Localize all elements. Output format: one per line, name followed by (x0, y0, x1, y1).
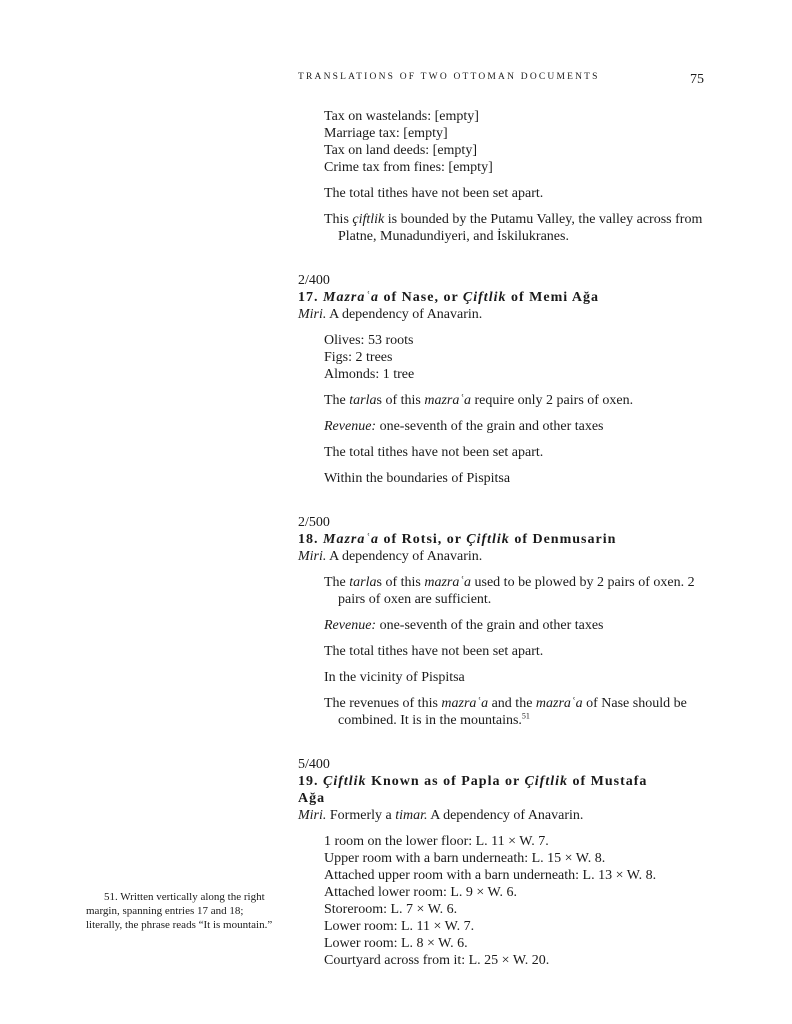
entry-code: 5/400 (298, 757, 330, 772)
list-item: Tax on land deeds: [empty] (324, 143, 477, 158)
list-item: Figs: 2 trees (324, 350, 393, 365)
revenues-combined-paragraph: The revenues of this mazraʿa and the mazraʿa of Nase should be combined. It is in the mountains.$^{51}$ (324, 696, 687, 728)
list-item: Courtyard across from it: L. 25 × W. 20. (324, 953, 550, 968)
tithes-paragraph: The total tithes have not been set apart. (324, 445, 544, 460)
entry-heading: 18. Mazraʿa of Rotsi, or Çiftlik of Denmusarin (298, 532, 617, 547)
tithes-paragraph: The total tithes have not been set apart. (324, 186, 544, 201)
oxen-paragraph: The tarlas of this mazraʿa require only 2 pairs of oxen. (324, 393, 634, 408)
boundaries-paragraph: Within the boundaries of Pispitsa (324, 471, 511, 486)
oxen-paragraph: The tarlas of this mazraʿa used to be plowed by 2 pairs of oxen. 2 pairs of oxen are sufficient. (324, 575, 695, 607)
tithes-paragraph: The total tithes have not been set apart. (324, 644, 544, 659)
list-item: Olives: 53 roots (324, 333, 414, 348)
page-number: 75 (690, 72, 704, 87)
list-item: Upper room with a barn underneath: L. 15 × W. 8. (324, 851, 606, 866)
list-item: Marriage tax: [empty] (324, 126, 448, 141)
bounds-paragraph: This çiftlik is bounded by the Putamu Valley, the valley across from Platne, Munadundiyeri, and İskilukranes. (324, 212, 703, 244)
list-item: Tax on wastelands: [empty] (324, 109, 479, 124)
revenue-paragraph: Revenue: one-seventh of the grain and other taxes (324, 618, 604, 633)
running-head: TRANSLATIONS OF TWO OTTOMAN DOCUMENTS (298, 72, 600, 82)
entry-17 (298, 272, 718, 487)
list-item: Lower room: L. 11 × W. 7. (324, 919, 475, 934)
footnote-ref: 51 (521, 711, 530, 721)
list-item: 1 room on the lower floor: L. 11 × W. 7. (324, 834, 549, 849)
entry-intro: Miri. A dependency of Anavarin. (298, 307, 483, 322)
entry-19 (298, 756, 718, 969)
vicinity-paragraph: In the vicinity of Pispitsa (324, 670, 465, 685)
list-item: Crime tax from fines: [empty] (324, 160, 493, 175)
entry-code: 2/500 (298, 515, 330, 530)
list-item: Attached lower room: L. 9 × W. 6. (324, 885, 517, 900)
list-item: Attached upper room with a barn underneath: L. 13 × W. 8. (324, 868, 657, 883)
entry-heading: 19. Çiftlik Known as of Papla or Çiftlik of Mustafa Ağa (298, 774, 648, 806)
footnote-text: 51. Written vertically along the right margin, spanning entries 17 and 18; literally, the phrase reads “It is mountain.” (86, 891, 273, 931)
term-ciftlik: çiftlik (352, 212, 385, 227)
list-item: Storeroom: L. 7 × W. 6. (324, 902, 458, 917)
main-text (298, 108, 718, 969)
entry-intro: Miri. Formerly a timar. A dependency of Anavarin. (298, 808, 584, 823)
list-item: Lower room: L. 8 × W. 6. (324, 936, 468, 951)
entry-heading: 17. Mazraʿa of Nase, or Çiftlik of Memi Ağa (298, 290, 599, 305)
entry-18 (298, 514, 718, 729)
revenue-paragraph: Revenue: one-seventh of the grain and other taxes (324, 419, 604, 434)
entry-code: 2/400 (298, 273, 330, 288)
list-item: Almonds: 1 tree (324, 367, 415, 382)
footnote (86, 890, 282, 932)
entry-intro: Miri. A dependency of Anavarin. (298, 549, 483, 564)
top-item-list (298, 108, 718, 176)
